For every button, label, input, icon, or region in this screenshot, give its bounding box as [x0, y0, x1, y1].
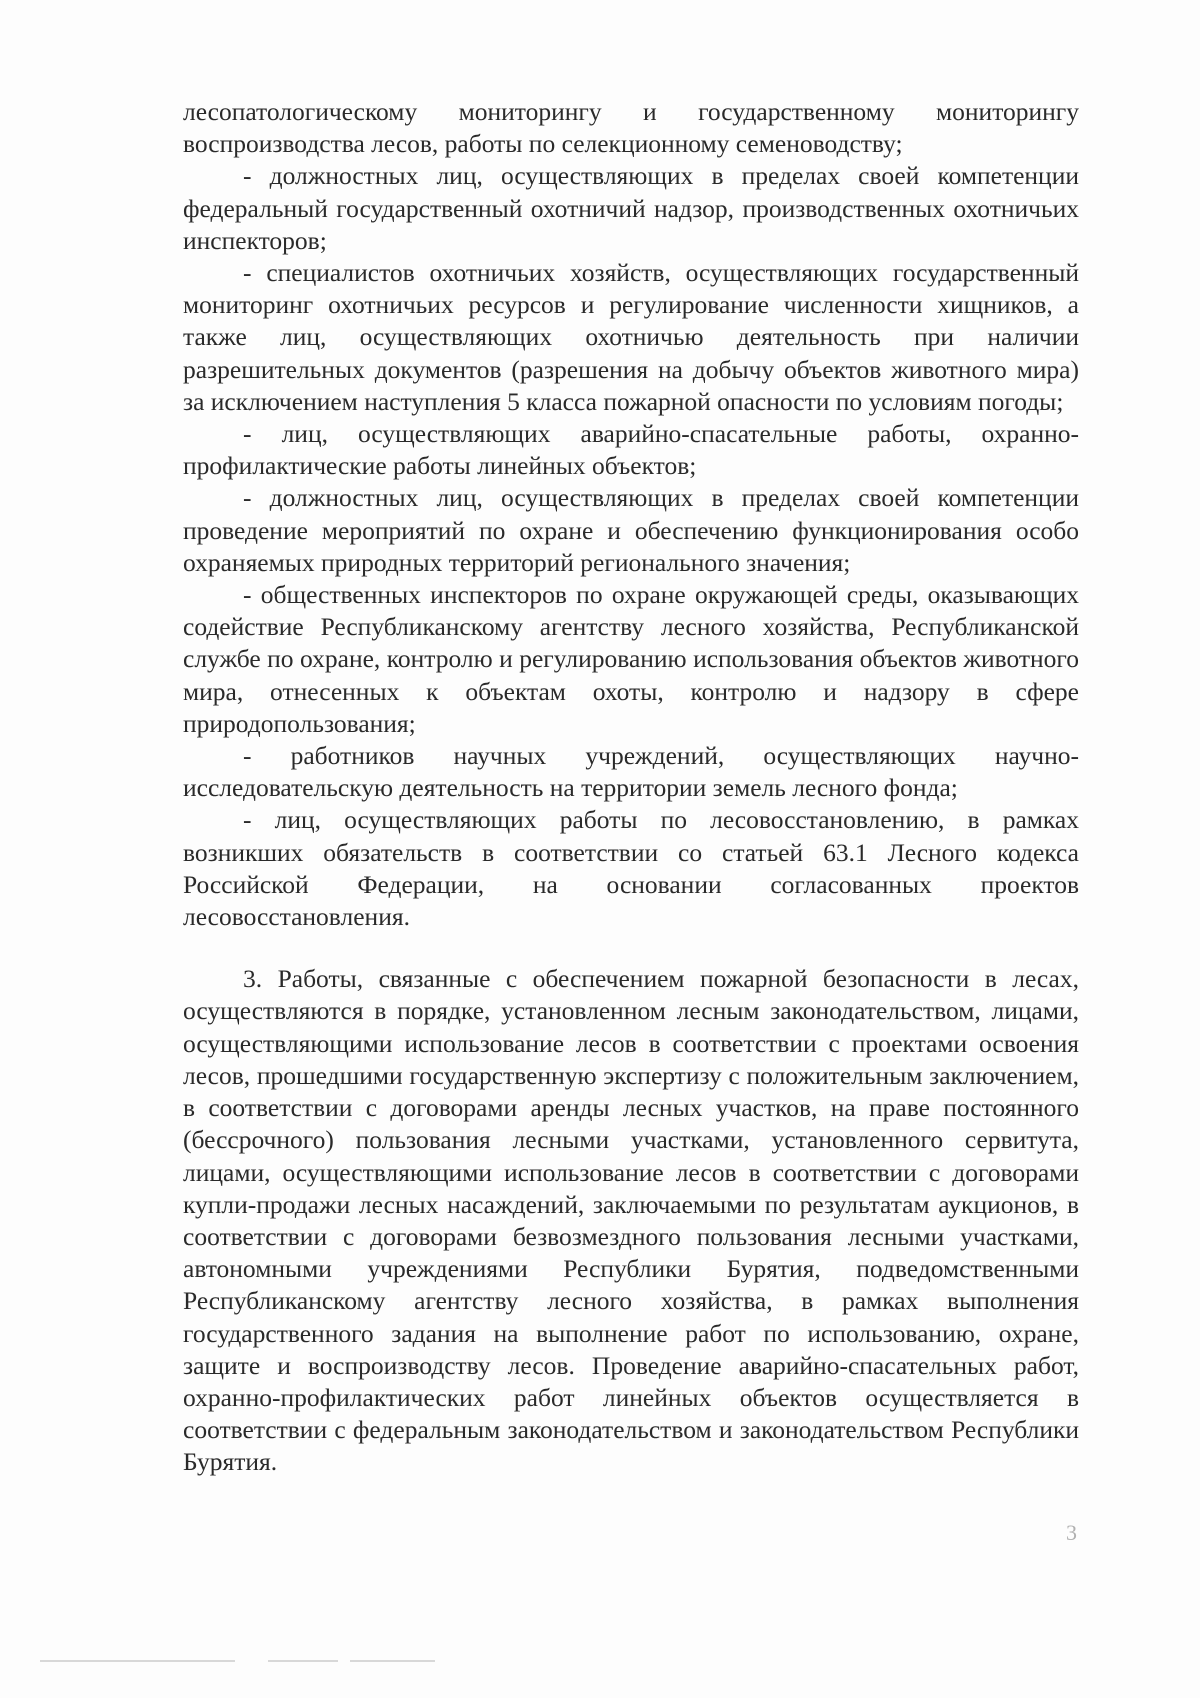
list-item-scientific-workers: - работников научных учреждений, осуществляющих научно-исследовательскую деятельность на территории земель лесного фонда; [183, 741, 1079, 803]
scan-artifact-line [40, 1660, 235, 1662]
paragraph-section-3: 3. Работы, связанные с обеспечением пожарной безопасности в лесах, осуществляются в порядке, установленном лесным законодательством, лицами, осуществляющими использование лесов в соответствии с проектами освоения лесов, прошедшими государственную экспертизу с положительным заключением, в соответствии с договорами аренды лесных участков, на праве постоянного (бессрочного) пользования лесными участками, установленного сервитута, лицами, осуществляющими использование лесов в соответствии с договорами купли-продажи лесных насаждений, заключаемыми по результатам аукционов, в соответствии с договорами безвозмездного пользования лесными участками, автономными учреждениями Республики Бурятия, подведомственными Республиканскому агентству лесного хозяйства, в рамках выполнения государственного задания на выполнение работ по использованию, охране, защите и воспроизводству лесов. Проведение аварийно-спасательных работ, охранно-профилактических работ линейных объектов осуществляется в соответствии с федеральным законодательством и законодательством Республики Бурятия. [183, 964, 1079, 1477]
document-body [183, 96, 1079, 1479]
list-item-hunting-specialists: - специалистов охотничьих хозяйств, осуществляющих государственный мониторинг охотничьих ресурсов и регулирование численности хищников, а также лиц, осуществляющих охотничью деятельность при наличии разрешительных документов (разрешения на добычу объектов животного мира) за исключением наступления 5 класса пожарной опасности по условиям погоды; [183, 258, 1079, 416]
list-item-public-inspectors: - общественных инспекторов по охране окружающей среды, оказывающих содействие Республиканскому агентству лесного хозяйства, Республиканской службе по охране, контролю и регулированию использования объектов животного мира, отнесенных к объектам охоты, контролю и надзору в сфере природопользования; [183, 580, 1079, 738]
paragraph-continuation: лесопатологическому мониторингу и государственному мониторингу воспроизводства лесов, работы по селекционному семеноводству; [183, 97, 1079, 159]
list-item-protected-areas: - должностных лиц, осуществляющих в пределах своей компетенции проведение мероприятий по охране и обеспечению функционирования особо охраняемых природных территорий регионального значения; [183, 483, 1079, 577]
list-item-reforestation: - лиц, осуществляющих работы по лесовосстановлению, в рамках возникших обязательств в соответствии со статьей 63.1 Лесного кодекса Российской Федерации, на основании согласованных проектов лесовосстановления. [183, 805, 1079, 932]
page-number: 3 [1066, 1520, 1077, 1545]
scan-artifact-line [268, 1660, 338, 1662]
scan-artifact-line [350, 1660, 435, 1662]
list-item-hunting-supervision: - должностных лиц, осуществляющих в пределах своей компетенции федеральный государственный охотничий надзор, производственных охотничьих инспекторов; [183, 161, 1079, 255]
list-item-rescue-works: - лиц, осуществляющих аварийно-спасательные работы, охранно-профилактические работы линейных объектов; [183, 419, 1079, 481]
